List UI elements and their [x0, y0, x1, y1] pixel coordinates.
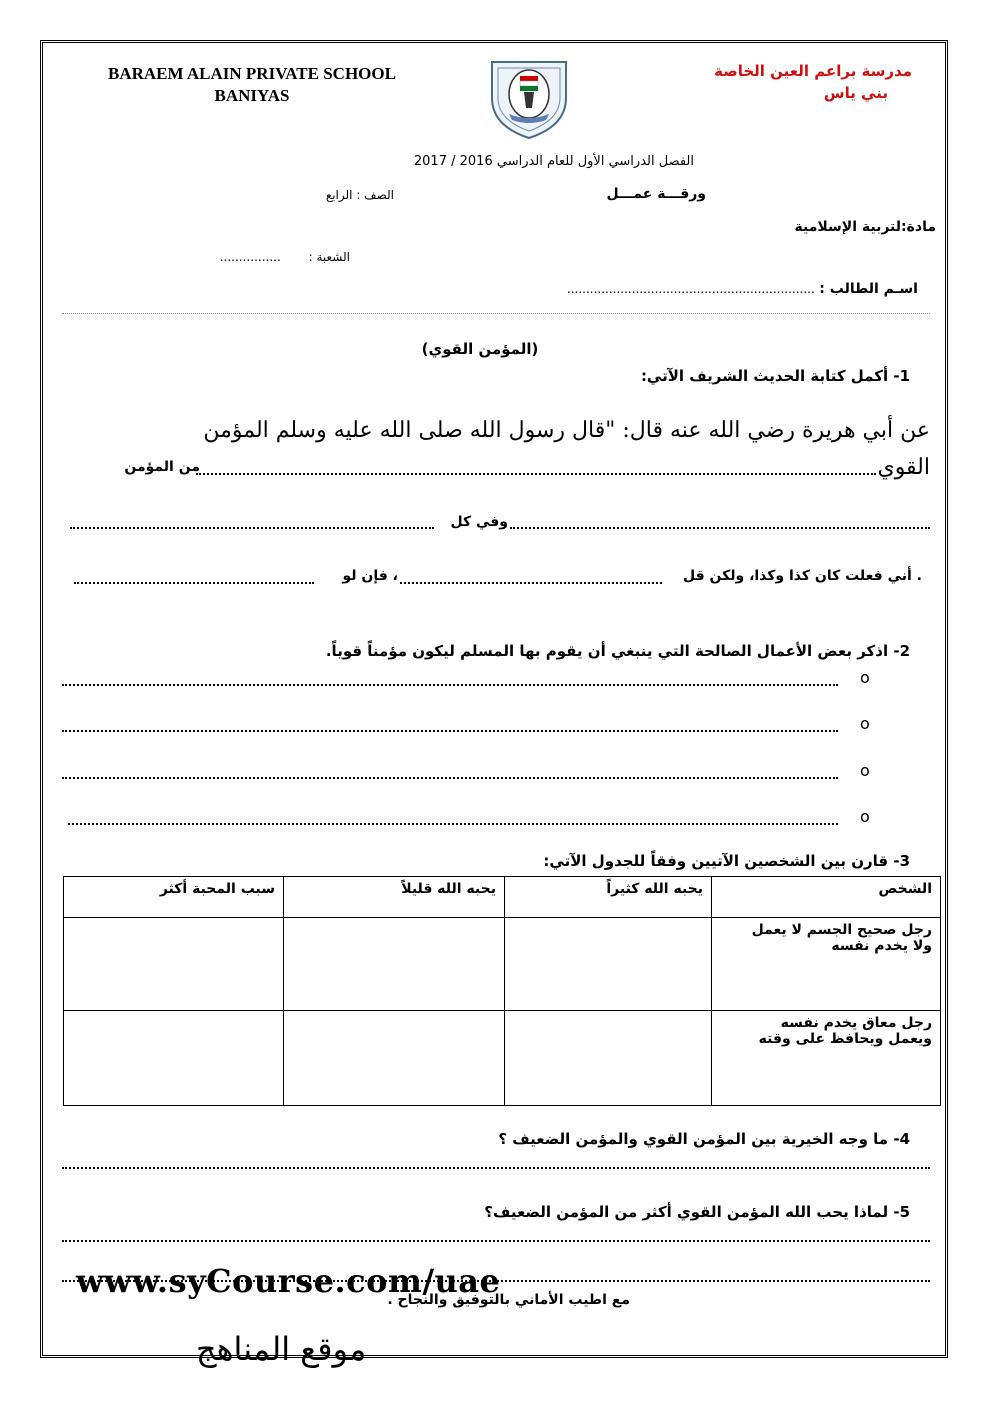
header-divider: [62, 313, 930, 314]
question-5-number: 5-: [893, 1203, 910, 1221]
table-header-reason: سبب المحبة أكثر: [64, 877, 284, 918]
school-name-ar-line2: بني ياس: [823, 84, 888, 102]
hadith-line1: عن أبي هريرة رضي الله عنه قال: "قال رسول الله صلى الله عليه وسلم المؤمن: [203, 418, 930, 443]
school-logo: [484, 56, 574, 140]
answer-line-1c[interactable]: [70, 527, 434, 529]
row2-line2: ويعمل ويحافظ على وقته: [758, 1031, 932, 1047]
table-cell-loves-much[interactable]: [505, 918, 712, 1011]
school-name-ar: [652, 62, 912, 102]
row1-line1: رجل صحيح الجسم لا يعمل: [751, 922, 932, 938]
table-header-loves-much: يحبه الله كثيراً: [505, 877, 712, 918]
table-cell-loves-much[interactable]: [505, 1011, 712, 1106]
school-name-en-line1: BARAEM ALAIN PRIVATE SCHOOL: [108, 64, 396, 83]
bullet-2b: o: [860, 714, 870, 733]
question-3-text: قارن بين الشخصين الآتيين وفقاً للجدول الآتي:: [543, 852, 889, 870]
bullet-2d: o: [860, 807, 870, 826]
answer-line-1e[interactable]: [74, 582, 314, 584]
table-cell-loves-little[interactable]: [284, 1011, 505, 1106]
question-4: [430, 1130, 910, 1148]
table-header-person: الشخص: [712, 877, 941, 918]
watermark-url: www.syCourse.com/uae: [76, 1262, 501, 1300]
table-row: [64, 1011, 941, 1106]
question-3-number: 3-: [893, 852, 910, 870]
row2-line1: رجل معاق يخدم نفسه: [780, 1015, 932, 1031]
question-5-text: لماذا يحب الله المؤمن القوي أكثر من المؤمن الضعيف؟: [484, 1203, 889, 1221]
school-crest-icon: [484, 56, 574, 140]
answer-line-4[interactable]: [62, 1167, 930, 1169]
answer-line-2b[interactable]: [62, 730, 838, 732]
bullet-2c: o: [860, 761, 870, 780]
section-dots: ................: [219, 250, 281, 264]
table-row: [64, 918, 941, 1011]
worksheet-title: ورقـــة عمـــل: [606, 186, 706, 202]
school-name-en: [72, 64, 432, 106]
lesson-title: (المؤمن القوي): [421, 340, 539, 358]
table-cell-person: [712, 1011, 941, 1106]
answer-line-1b[interactable]: [510, 527, 930, 529]
answer-line-5a[interactable]: [62, 1240, 930, 1242]
hadith-fill1-end: من المؤمن: [124, 459, 200, 475]
section-field[interactable]: [190, 250, 350, 264]
answer-line-2c[interactable]: [62, 777, 838, 779]
school-name-ar-line1: مدرسة براعم العين الخاصة: [714, 62, 912, 80]
question-2: [210, 642, 910, 660]
table-header-row: [64, 877, 941, 918]
student-name-label: اسـم الطالب :: [819, 281, 918, 297]
answer-line-2a[interactable]: [62, 684, 838, 686]
student-name-field[interactable]: [466, 281, 918, 297]
grade-label: الصف : الرابع: [325, 188, 394, 202]
watermark-site-name: موقع المناهج: [196, 1330, 367, 1368]
semester-line: الفصل الدراسي الأول للعام الدراسي 2016 / 2017: [413, 154, 694, 169]
question-1-number: 1-: [893, 367, 910, 385]
section-label: الشعبة :: [308, 250, 350, 264]
comparison-table: [63, 876, 941, 1106]
student-name-dots: .................................................................: [566, 282, 815, 296]
row1-line2: ولا يخدم نفسه: [831, 938, 932, 954]
table-cell-reason[interactable]: [64, 918, 284, 1011]
answer-line-1a[interactable]: [196, 473, 876, 475]
hadith-fill2-end: وفي كل: [450, 514, 508, 530]
answer-line-2d[interactable]: [68, 823, 838, 825]
question-4-text: ما وجه الخيرية بين المؤمن القوي والمؤمن الضعيف ؟: [498, 1130, 889, 1148]
closing-message: مع اطيب الأماني بالتوفيق والنجاح .: [387, 1292, 630, 1308]
table-cell-person: [712, 918, 941, 1011]
question-4-number: 4-: [893, 1130, 910, 1148]
question-1-text: أكمل كتابة الحديث الشريف الآتي:: [640, 367, 889, 385]
question-2-text: اذكر بعض الأعمال الصالحة التي ينبغي أن يقوم بها المسلم ليكون مؤمناً قوياً.: [325, 642, 889, 660]
hadith-line2: القوي: [877, 455, 930, 480]
answer-line-1d[interactable]: [400, 582, 662, 584]
question-3: [490, 852, 910, 870]
hadith-fill3-start: . أني فعلت كان كذا وكذا، ولكن قل: [682, 568, 922, 584]
table-header-loves-little: يحبه الله قليلاً: [284, 877, 505, 918]
question-1: [510, 367, 910, 385]
hadith-fill3-mid: ، فإن لو: [342, 568, 398, 584]
page-border: [40, 40, 948, 1358]
question-2-number: 2-: [893, 642, 910, 660]
table-cell-reason[interactable]: [64, 1011, 284, 1106]
table-cell-loves-little[interactable]: [284, 918, 505, 1011]
school-name-en-line2: BANIYAS: [214, 86, 290, 105]
subject-label: مادة:لتربية الإسلامية: [794, 219, 936, 235]
bullet-2a: o: [860, 668, 870, 687]
question-5: [430, 1203, 910, 1221]
